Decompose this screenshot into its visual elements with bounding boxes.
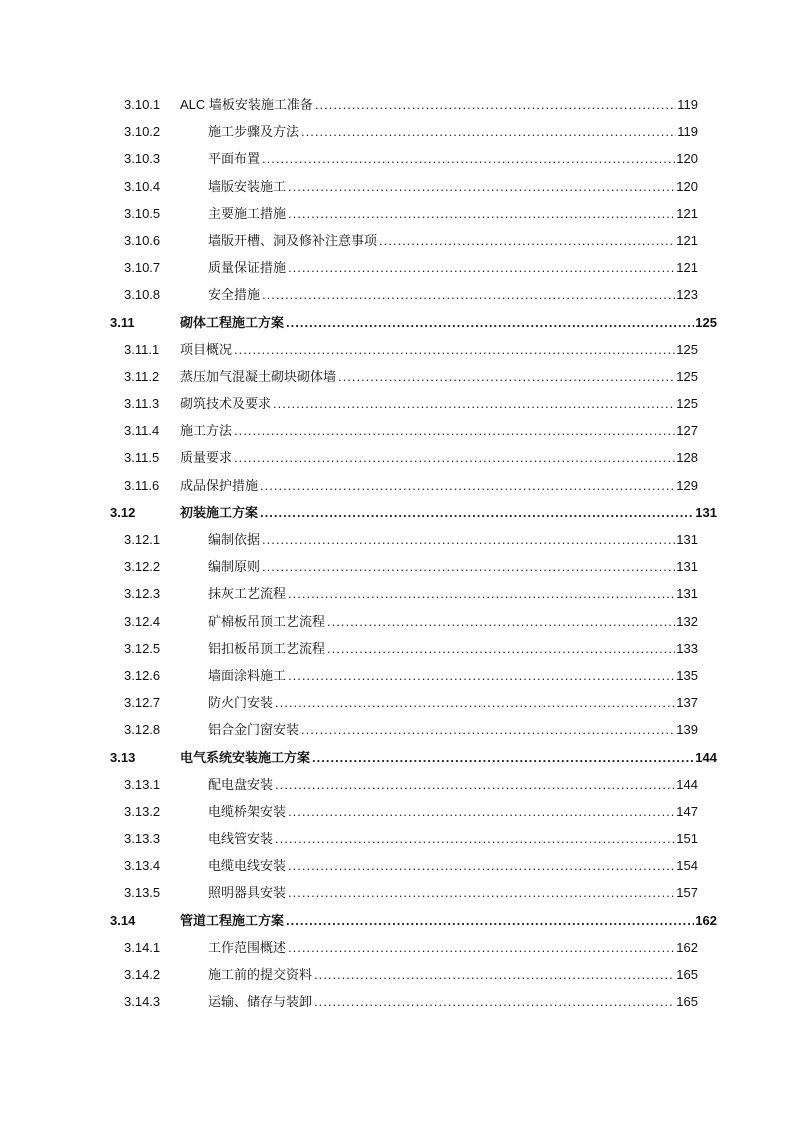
toc-entry-title: 墙面涂料施工 bbox=[208, 667, 287, 683]
toc-entry-page-number: 128 bbox=[676, 450, 698, 466]
toc-entry[interactable] bbox=[0, 553, 793, 580]
toc-entry-number: 3.10.7 bbox=[124, 260, 161, 276]
toc-entry-line bbox=[180, 336, 698, 363]
toc-entry[interactable] bbox=[0, 689, 793, 716]
toc-entry-page-number: 123 bbox=[676, 287, 698, 303]
dot-leader bbox=[286, 309, 694, 336]
toc-entry-page-number: 137 bbox=[676, 695, 698, 711]
toc-entry-title: 铝扣板吊顶工艺流程 bbox=[208, 640, 326, 656]
toc-entry[interactable] bbox=[0, 91, 793, 118]
toc-entry-number: 3.10.5 bbox=[124, 205, 161, 221]
toc-entry-title: 初装施工方案 bbox=[180, 504, 259, 520]
toc-entry[interactable] bbox=[0, 200, 793, 227]
toc-entry-line bbox=[208, 961, 698, 988]
toc-entry-page-number: 131 bbox=[676, 586, 698, 602]
toc-entry-line bbox=[208, 934, 698, 961]
toc-entry[interactable] bbox=[0, 608, 793, 635]
toc-entry[interactable] bbox=[0, 988, 793, 1015]
toc-entry[interactable] bbox=[0, 635, 793, 662]
toc-entry-title: 运输、储存与装卸 bbox=[208, 994, 313, 1010]
toc-entry[interactable] bbox=[0, 771, 793, 798]
toc-entry-page-number: 120 bbox=[676, 151, 698, 167]
toc-entry-line bbox=[208, 281, 698, 308]
toc-entry-page-number: 119 bbox=[677, 124, 698, 140]
toc-entry-line bbox=[180, 744, 717, 771]
toc-entry-line bbox=[180, 499, 717, 526]
toc-entry-title: 电气系统安装施工方案 bbox=[180, 749, 311, 765]
toc-entry-number: 3.10.6 bbox=[124, 232, 161, 248]
toc-entry-page-number: 162 bbox=[676, 939, 698, 955]
toc-entry-title: 项目概况 bbox=[180, 341, 233, 357]
toc-entry[interactable] bbox=[0, 472, 793, 499]
dot-leader bbox=[288, 934, 675, 961]
toc-entry-page-number: 151 bbox=[676, 831, 698, 847]
toc-entry-title: 电缆电线安装 bbox=[208, 858, 287, 874]
toc-entry-page-number: 132 bbox=[676, 613, 698, 629]
toc-entry[interactable] bbox=[0, 934, 793, 961]
dot-leader bbox=[327, 608, 675, 635]
dot-leader bbox=[314, 961, 675, 988]
toc-entry-title: 编制原则 bbox=[208, 559, 261, 575]
toc-entry-line bbox=[180, 91, 698, 118]
toc-entry-page-number: 125 bbox=[676, 396, 698, 412]
toc-entry-title: 工作范围概述 bbox=[208, 939, 287, 955]
toc-entry-line bbox=[208, 852, 698, 879]
toc-entry-title: 矿棉板吊顶工艺流程 bbox=[208, 613, 326, 629]
toc-entry-line bbox=[208, 879, 698, 906]
dot-leader bbox=[275, 825, 675, 852]
toc-entry-title: 主要施工措施 bbox=[208, 205, 287, 221]
toc-entry-number: 3.14.2 bbox=[124, 967, 161, 982]
toc-entry-number: 3.10.3 bbox=[124, 151, 161, 167]
toc-entry-line bbox=[208, 553, 698, 580]
dot-leader bbox=[288, 879, 675, 906]
toc-entry-line bbox=[208, 526, 698, 553]
toc-entry-number: 3.11.6 bbox=[124, 477, 160, 493]
toc-entry-title: 配电盘安装 bbox=[208, 776, 274, 792]
toc-entry-number: 3.13.1 bbox=[124, 776, 161, 792]
toc-entry-line bbox=[208, 145, 698, 172]
dot-leader bbox=[288, 852, 675, 879]
dot-leader bbox=[379, 227, 675, 254]
toc-entry-line bbox=[180, 417, 698, 444]
toc-entry-page-number: 131 bbox=[676, 532, 698, 547]
toc-entry[interactable] bbox=[0, 526, 793, 553]
toc-entry-page-number: 131 bbox=[676, 559, 698, 575]
toc-entry-line bbox=[208, 716, 698, 743]
toc-entry-number: 3.11.5 bbox=[124, 450, 160, 466]
dot-leader bbox=[338, 363, 675, 390]
dot-leader bbox=[260, 499, 694, 526]
toc-entry-number: 3.10.1 bbox=[124, 97, 161, 112]
toc-entry-number: 3.12.7 bbox=[124, 695, 161, 711]
dot-leader bbox=[260, 472, 675, 499]
toc-entry-number: 3.13.2 bbox=[124, 803, 161, 819]
toc-entry-page-number: 125 bbox=[676, 341, 698, 357]
toc-entry[interactable] bbox=[0, 173, 793, 200]
toc-entry-number: 3.11.3 bbox=[124, 396, 160, 412]
dot-leader bbox=[273, 390, 675, 417]
toc-entry[interactable] bbox=[0, 281, 793, 308]
toc-entry-page-number: 125 bbox=[676, 368, 698, 384]
toc-entry-title: 防火门安装 bbox=[208, 695, 274, 711]
dot-leader bbox=[262, 526, 675, 553]
toc-entry-number: 3.10.4 bbox=[124, 178, 161, 194]
dot-leader bbox=[288, 580, 675, 607]
dot-leader bbox=[234, 444, 675, 471]
toc-entry-title: 墙版安装施工 bbox=[208, 178, 287, 194]
toc-entry-number: 3.11.1 bbox=[124, 341, 160, 357]
toc-entry-number: 3.11.2 bbox=[124, 368, 160, 384]
dot-leader bbox=[234, 417, 675, 444]
dot-leader bbox=[262, 553, 675, 580]
toc-entry-number: 3.10.8 bbox=[124, 287, 161, 303]
toc-entry-page-number: 129 bbox=[676, 477, 698, 493]
toc-entry-page-number: 127 bbox=[676, 423, 698, 439]
toc-entry-line bbox=[208, 771, 698, 798]
dot-leader bbox=[286, 907, 694, 934]
toc-entry-number: 3.12.1 bbox=[124, 532, 161, 547]
toc-entry[interactable] bbox=[0, 336, 793, 363]
dot-leader bbox=[327, 635, 675, 662]
toc-entry-line bbox=[208, 798, 698, 825]
toc-entry-title: 成品保护措施 bbox=[180, 477, 259, 493]
toc-entry-line bbox=[208, 988, 698, 1015]
toc-entry-line bbox=[208, 227, 698, 254]
toc-entry-line bbox=[208, 662, 698, 689]
toc-entry-line bbox=[180, 363, 698, 390]
toc-entry-page-number: 119 bbox=[677, 97, 698, 112]
dot-leader bbox=[288, 662, 675, 689]
toc-entry-line bbox=[180, 309, 717, 336]
toc-entry-title: 质量保证措施 bbox=[208, 260, 287, 276]
toc-entry[interactable] bbox=[0, 417, 793, 444]
toc-entry-page-number: 157 bbox=[676, 885, 698, 901]
toc-section-entry[interactable] bbox=[0, 309, 793, 336]
toc-entry-page-number: 139 bbox=[676, 722, 698, 738]
dot-leader bbox=[301, 118, 676, 145]
toc-entry[interactable] bbox=[0, 363, 793, 390]
dot-leader bbox=[312, 744, 694, 771]
toc-entry-line bbox=[208, 200, 698, 227]
toc-entry-title: 施工前的提交资料 bbox=[208, 967, 313, 982]
toc-entry-number: 3.11 bbox=[110, 314, 135, 330]
toc-entry-page-number: 165 bbox=[676, 994, 698, 1010]
toc-entry-line bbox=[208, 580, 698, 607]
toc-entry-title: 铝合金门窗安装 bbox=[208, 722, 300, 738]
toc-entry-number: 3.12.2 bbox=[124, 559, 161, 575]
toc-entry[interactable] bbox=[0, 118, 793, 145]
toc-entry-number: 3.14.1 bbox=[124, 939, 161, 955]
toc-entry-page-number: 162 bbox=[695, 912, 717, 928]
toc-entry-title: 抹灰工艺流程 bbox=[208, 586, 287, 602]
toc-entry-line bbox=[208, 608, 698, 635]
dot-leader bbox=[288, 200, 675, 227]
toc-entry[interactable] bbox=[0, 852, 793, 879]
toc-entry-title: 编制依据 bbox=[208, 532, 261, 547]
table-of-contents bbox=[0, 91, 793, 1015]
toc-entry-page-number: 165 bbox=[676, 967, 698, 982]
toc-entry-line bbox=[208, 254, 698, 281]
toc-entry-page-number: 131 bbox=[695, 504, 717, 520]
toc-section-entry[interactable] bbox=[0, 744, 793, 771]
toc-entry-title: 照明器具安装 bbox=[208, 885, 287, 901]
toc-entry-page-number: 144 bbox=[695, 749, 717, 765]
toc-entry-number: 3.14.3 bbox=[124, 994, 161, 1010]
toc-entry-page-number: 121 bbox=[676, 232, 698, 248]
toc-entry-title: 施工步骤及方法 bbox=[208, 124, 300, 140]
toc-entry-number: 3.13.3 bbox=[124, 831, 161, 847]
toc-entry-line bbox=[208, 173, 698, 200]
toc-entry-number: 3.12.4 bbox=[124, 613, 161, 629]
toc-entry[interactable] bbox=[0, 580, 793, 607]
toc-entry-title: 电线管安装 bbox=[208, 831, 274, 847]
toc-entry[interactable] bbox=[0, 879, 793, 906]
toc-entry-title: 砌体工程施工方案 bbox=[180, 314, 285, 330]
toc-entry-title: 施工方法 bbox=[180, 423, 233, 439]
toc-entry-title: 砌筑技术及要求 bbox=[180, 396, 272, 412]
toc-entry[interactable] bbox=[0, 961, 793, 988]
toc-entry[interactable] bbox=[0, 716, 793, 743]
dot-leader bbox=[275, 771, 675, 798]
toc-entry-line bbox=[180, 907, 717, 934]
dot-leader bbox=[301, 716, 675, 743]
toc-entry-number: 3.13 bbox=[110, 749, 136, 765]
toc-entry[interactable] bbox=[0, 662, 793, 689]
toc-entry-page-number: 121 bbox=[676, 205, 698, 221]
toc-section-entry[interactable] bbox=[0, 907, 793, 934]
toc-entry[interactable] bbox=[0, 825, 793, 852]
toc-entry-page-number: 144 bbox=[676, 776, 698, 792]
toc-entry-number: 3.13.5 bbox=[124, 885, 161, 901]
toc-entry-page-number: 154 bbox=[676, 858, 698, 874]
dot-leader bbox=[288, 173, 675, 200]
toc-entry-title: 平面布置 bbox=[208, 151, 261, 167]
toc-entry-title: 电缆桥架安装 bbox=[208, 803, 287, 819]
toc-entry-number: 3.14 bbox=[110, 912, 136, 928]
toc-entry-page-number: 147 bbox=[676, 803, 698, 819]
toc-entry[interactable] bbox=[0, 444, 793, 471]
toc-entry-number: 3.13.4 bbox=[124, 858, 161, 874]
toc-entry-number: 3.12.6 bbox=[124, 667, 161, 683]
toc-entry[interactable] bbox=[0, 798, 793, 825]
toc-entry-line bbox=[180, 444, 698, 471]
dot-leader bbox=[275, 689, 675, 716]
toc-entry-page-number: 121 bbox=[676, 260, 698, 276]
dot-leader bbox=[315, 91, 676, 118]
toc-entry-number: 3.12.5 bbox=[124, 640, 161, 656]
toc-entry-number: 3.12 bbox=[110, 504, 136, 520]
dot-leader bbox=[288, 254, 675, 281]
toc-entry-line bbox=[208, 118, 698, 145]
toc-section-entry[interactable] bbox=[0, 499, 793, 526]
toc-entry-page-number: 125 bbox=[695, 314, 717, 330]
toc-entry-number: 3.10.2 bbox=[124, 124, 161, 140]
toc-entry-title: 蒸压加气混凝土砌块砌体墙 bbox=[180, 368, 337, 384]
toc-entry-line bbox=[208, 689, 698, 716]
toc-entry[interactable] bbox=[0, 227, 793, 254]
toc-entry-number: 3.12.8 bbox=[124, 722, 161, 738]
dot-leader bbox=[262, 281, 675, 308]
toc-entry[interactable] bbox=[0, 254, 793, 281]
toc-entry-page-number: 120 bbox=[676, 178, 698, 194]
dot-leader bbox=[234, 336, 675, 363]
toc-entry[interactable] bbox=[0, 145, 793, 172]
toc-entry-page-number: 135 bbox=[676, 667, 698, 683]
dot-leader bbox=[314, 988, 675, 1015]
toc-entry-title: ALC 墙板安装施工准备 bbox=[180, 97, 313, 112]
dot-leader bbox=[262, 145, 675, 172]
toc-entry-line bbox=[208, 825, 698, 852]
toc-entry-line bbox=[208, 635, 698, 662]
toc-entry-title: 质量要求 bbox=[180, 450, 233, 466]
dot-leader bbox=[288, 798, 675, 825]
toc-entry-line bbox=[180, 390, 698, 417]
toc-entry-title: 墙版开槽、洞及修补注意事项 bbox=[208, 232, 378, 248]
toc-entry-title: 安全措施 bbox=[208, 287, 261, 303]
toc-entry-line bbox=[180, 472, 698, 499]
toc-entry-page-number: 133 bbox=[676, 640, 698, 656]
toc-entry[interactable] bbox=[0, 390, 793, 417]
toc-entry-number: 3.12.3 bbox=[124, 586, 161, 602]
toc-entry-number: 3.11.4 bbox=[124, 423, 160, 439]
toc-entry-title: 管道工程施工方案 bbox=[180, 912, 285, 928]
